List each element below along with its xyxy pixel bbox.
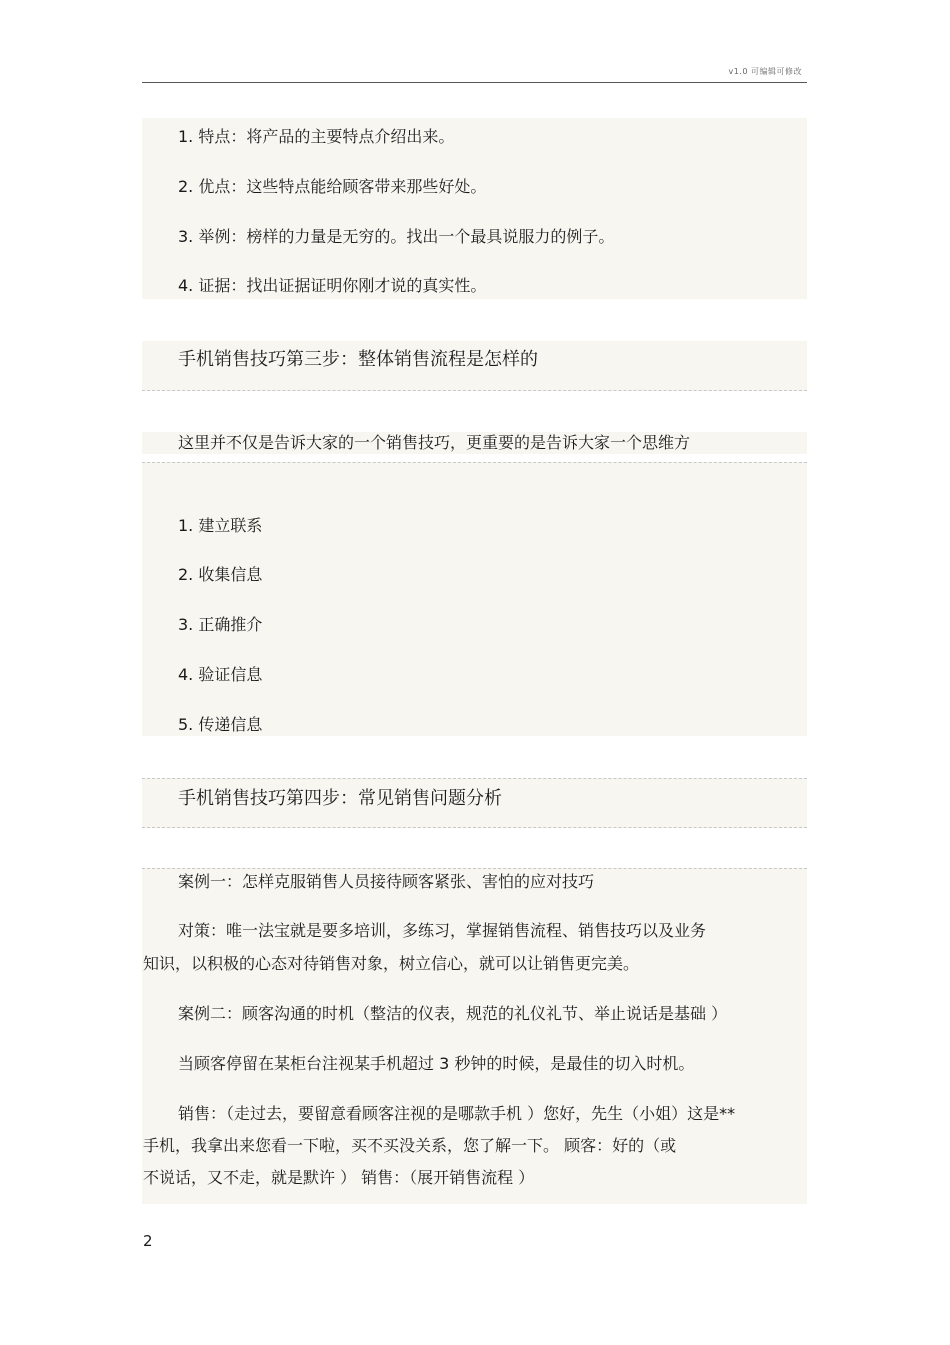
strategy-line: 知识，以积极的心态对待销售对象，树立信心，就可以让销售更完美。 [143, 954, 640, 973]
case-title: 案例一：怎样克服销售人员接待顾客紧张、害怕的应对技巧 [178, 872, 595, 891]
section-heading: 手机销售技巧第三步：整体销售流程是怎样的 [178, 349, 538, 370]
process-box [142, 462, 807, 736]
dialog-line: 手机，我拿出来您看一下啦，买不买没关系，您了解一下。 顾客：好的（或 [143, 1136, 677, 1155]
list-item: 4. 证据：找出证据证明你刚才说的真实性。 [178, 276, 487, 295]
list-item: 3. 举例：榜样的力量是无穷的。找出一个最具说服力的例子。 [178, 227, 615, 246]
page-number: 2 [143, 1232, 153, 1250]
features-box [142, 118, 807, 299]
intro-box [142, 432, 807, 454]
list-item: 4. 验证信息 [178, 665, 263, 684]
case-title: 案例二：顾客沟通的时机（整洁的仪表，规范的礼仪礼节、举止说话是基础 ） [178, 1004, 728, 1023]
timing-line: 当顾客停留在某柜台注视某手机超过 3 秒钟的时候，是最佳的切入时机。 [178, 1054, 695, 1073]
list-item: 5. 传递信息 [178, 715, 263, 734]
list-item: 2. 收集信息 [178, 565, 263, 584]
header-rule [142, 82, 807, 83]
list-item: 1. 特点：将产品的主要特点介绍出来。 [178, 127, 455, 146]
dialog-line: 销售：（走过去，要留意看顾客注视的是哪款手机 ）您好，先生（小姐）这是** [178, 1104, 736, 1123]
intro-text-line1: 这里并不仅是告诉大家的一个销售技巧，更重要的是告诉大家一个思维方 [178, 433, 691, 452]
section-heading: 手机销售技巧第四步：常见销售问题分析 [178, 788, 502, 809]
cases-box [142, 868, 807, 1204]
strategy-line: 对策：唯一法宝就是要多培训，多练习，掌握销售流程、销售技巧以及业务 [178, 921, 707, 940]
heading-step3-box [142, 341, 807, 391]
header-version-note: v1.0 可编辑可修改 [728, 67, 802, 76]
list-item: 3. 正确推介 [178, 615, 263, 634]
dialog-line: 不说话，又不走，就是默许 ） 销售：（展开销售流程 ） [143, 1168, 535, 1187]
list-item: 1. 建立联系 [178, 516, 263, 535]
heading-step4-box [142, 778, 807, 828]
list-item: 2. 优点：这些特点能给顾客带来那些好处。 [178, 177, 487, 196]
